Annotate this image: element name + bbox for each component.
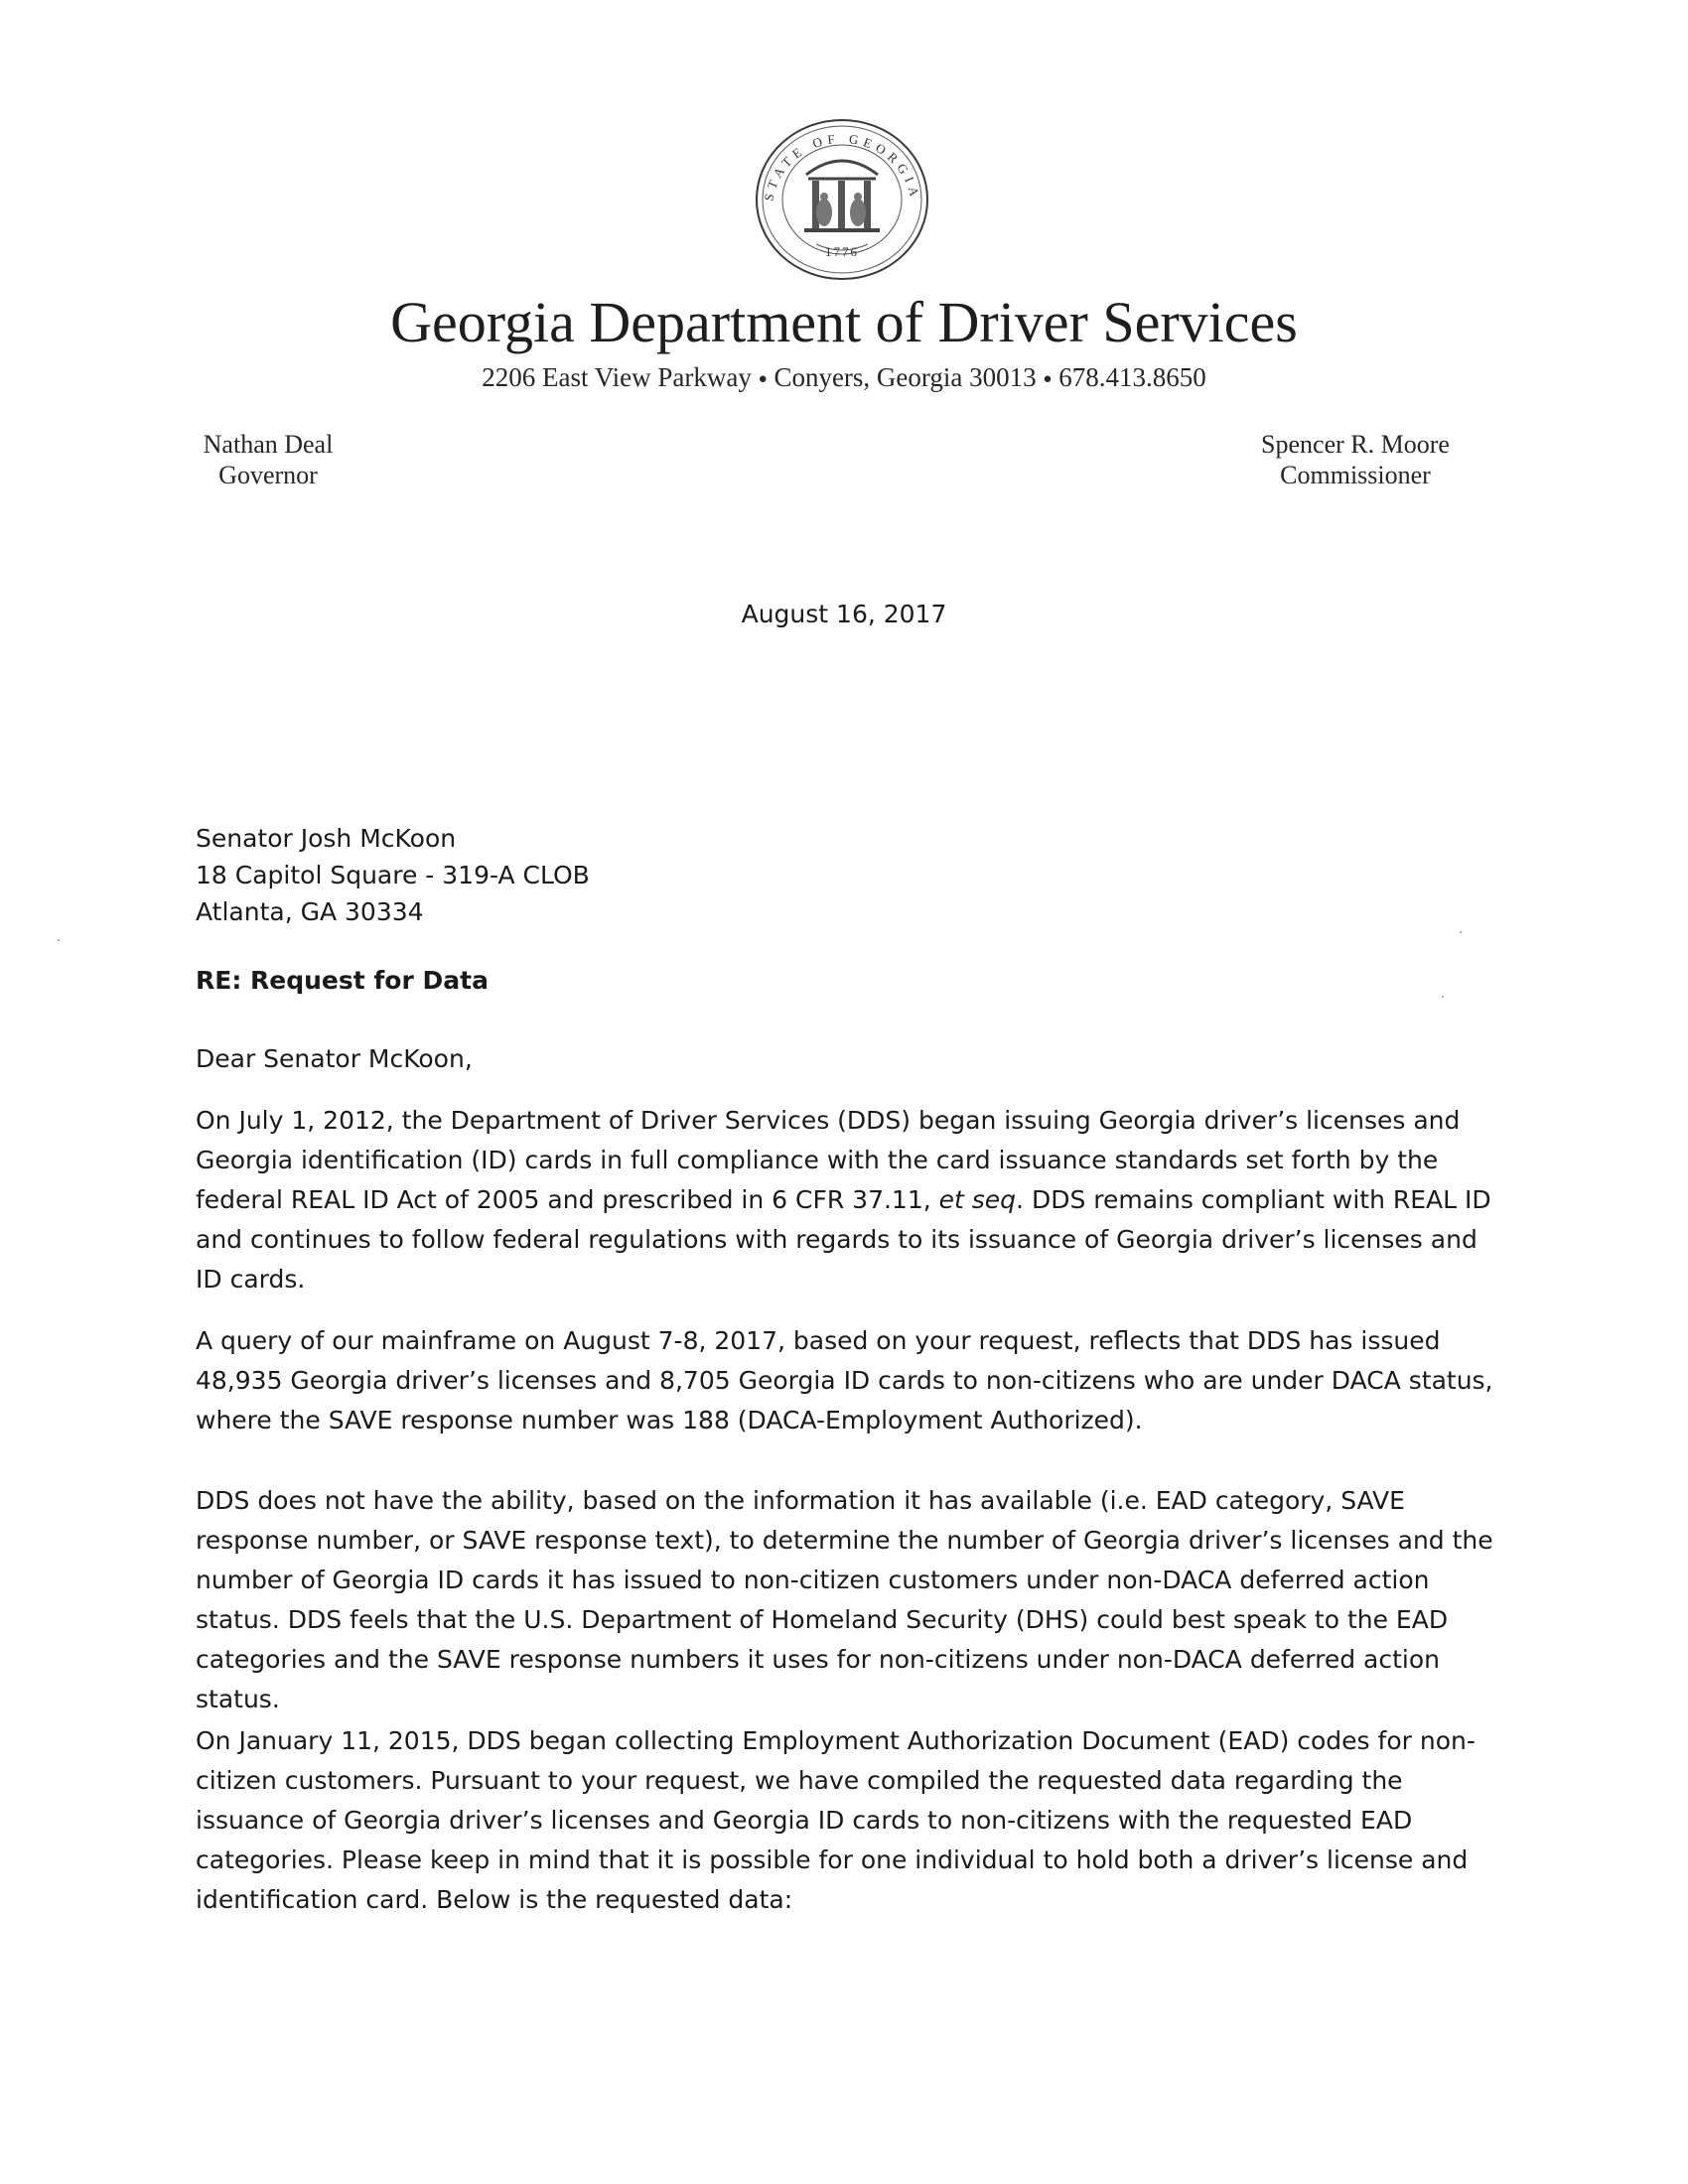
text-line: and continues to follow federal regulations with regards to its issuance of Georgia driver’s licenses and — [196, 1225, 1477, 1254]
text-line: ID cards. — [196, 1265, 306, 1294]
state-seal-icon — [751, 117, 933, 282]
text-line: On January 11, 2015, DDS began collecting Employment Authorization Document (EAD) codes for non- — [196, 1726, 1476, 1755]
governor-block — [179, 429, 357, 490]
letter-date: August 16, 2017 — [741, 600, 947, 628]
text-segment: . DDS remains compliant with REAL ID — [1016, 1185, 1491, 1214]
text-line: where the SAVE response number was 188 (DACA-Employment Authorized). — [196, 1406, 1143, 1434]
scan-speck — [58, 939, 60, 941]
seal-graphic — [751, 117, 933, 282]
address-separator: ● — [758, 371, 768, 387]
text-line: number of Georgia ID cards it has issued to non-citizen customers under non-DACA deferred action — [196, 1566, 1430, 1594]
address-phone: 678.413.8650 — [1058, 362, 1206, 392]
recipient-street: 18 Capitol Square - 319-A CLOB — [196, 861, 590, 889]
organization-address — [0, 359, 1688, 397]
seal-ring-text: STATE OF GEORGIA — [761, 130, 923, 203]
address-street: 2206 East View Parkway — [482, 362, 752, 392]
paragraph-daca-query — [196, 1321, 1496, 1440]
seal-year: 1776 — [825, 244, 859, 259]
text-line: citizen customers. Pursuant to your request, we have compiled the requested data regarding the — [196, 1766, 1403, 1795]
text-line: A query of our mainframe on August 7-8, 2017, based on your request, reflects that DDS has issued — [196, 1326, 1441, 1355]
text-segment: federal REAL ID Act of 2005 and prescribed in 6 CFR 37.11, — [196, 1185, 939, 1214]
text-line: status. — [196, 1685, 280, 1713]
scan-speck — [1442, 996, 1444, 998]
subject-line: RE: Request for Data — [196, 966, 489, 995]
address-city: Conyers, Georgia 30013 — [774, 362, 1037, 392]
commissioner-block — [1236, 429, 1475, 490]
italic-citation: et seq — [938, 1185, 1017, 1214]
text-line: identification card. Below is the requested data: — [196, 1885, 793, 1914]
text-line: DDS does not have the ability, based on the information it has available (i.e. EAD category, SAVE — [196, 1486, 1405, 1515]
text-line — [196, 1180, 1496, 1220]
text-line: On July 1, 2012, the Department of Driver Services (DDS) began issuing Georgia driver’s licenses and — [196, 1106, 1461, 1135]
governor-title: Governor — [218, 461, 318, 489]
paragraph-real-id — [196, 1101, 1496, 1299]
address-separator: ● — [1043, 371, 1053, 387]
paragraph-ead-data — [196, 1721, 1496, 1920]
text-line: status. DDS feels that the U.S. Department of Homeland Security (DHS) could best speak to the EAD — [196, 1605, 1449, 1634]
text-line: Georgia identification (ID) cards in full compliance with the card issuance standards set forth by the — [196, 1146, 1439, 1174]
recipient-address — [196, 820, 590, 930]
text-line: 48,935 Georgia driver’s licenses and 8,705 Georgia ID cards to non-citizens who are under DACA status, — [196, 1366, 1493, 1395]
scan-speck — [1460, 931, 1462, 933]
salutation: Dear Senator McKoon, — [196, 1044, 473, 1073]
paragraph-non-daca — [196, 1481, 1496, 1719]
organization-name: Georgia Department of Driver Services — [390, 290, 1298, 354]
text-line: categories. Please keep in mind that it is possible for one individual to hold both a driver’s license and — [196, 1845, 1469, 1874]
commissioner-title: Commissioner — [1280, 461, 1431, 489]
recipient-city: Atlanta, GA 30334 — [196, 897, 424, 926]
text-line: response number, or SAVE response text), to determine the number of Georgia driver’s licenses and the — [196, 1526, 1493, 1555]
commissioner-name: Spencer R. Moore — [1261, 430, 1450, 459]
recipient-name: Senator Josh McKoon — [196, 824, 457, 853]
governor-name: Nathan Deal — [203, 430, 334, 459]
text-line: categories and the SAVE response numbers it uses for non-citizens under non-DACA deferred action — [196, 1645, 1440, 1674]
text-line: issuance of Georgia driver’s licenses and Georgia ID cards to non-citizens with the requested EAD — [196, 1806, 1413, 1835]
